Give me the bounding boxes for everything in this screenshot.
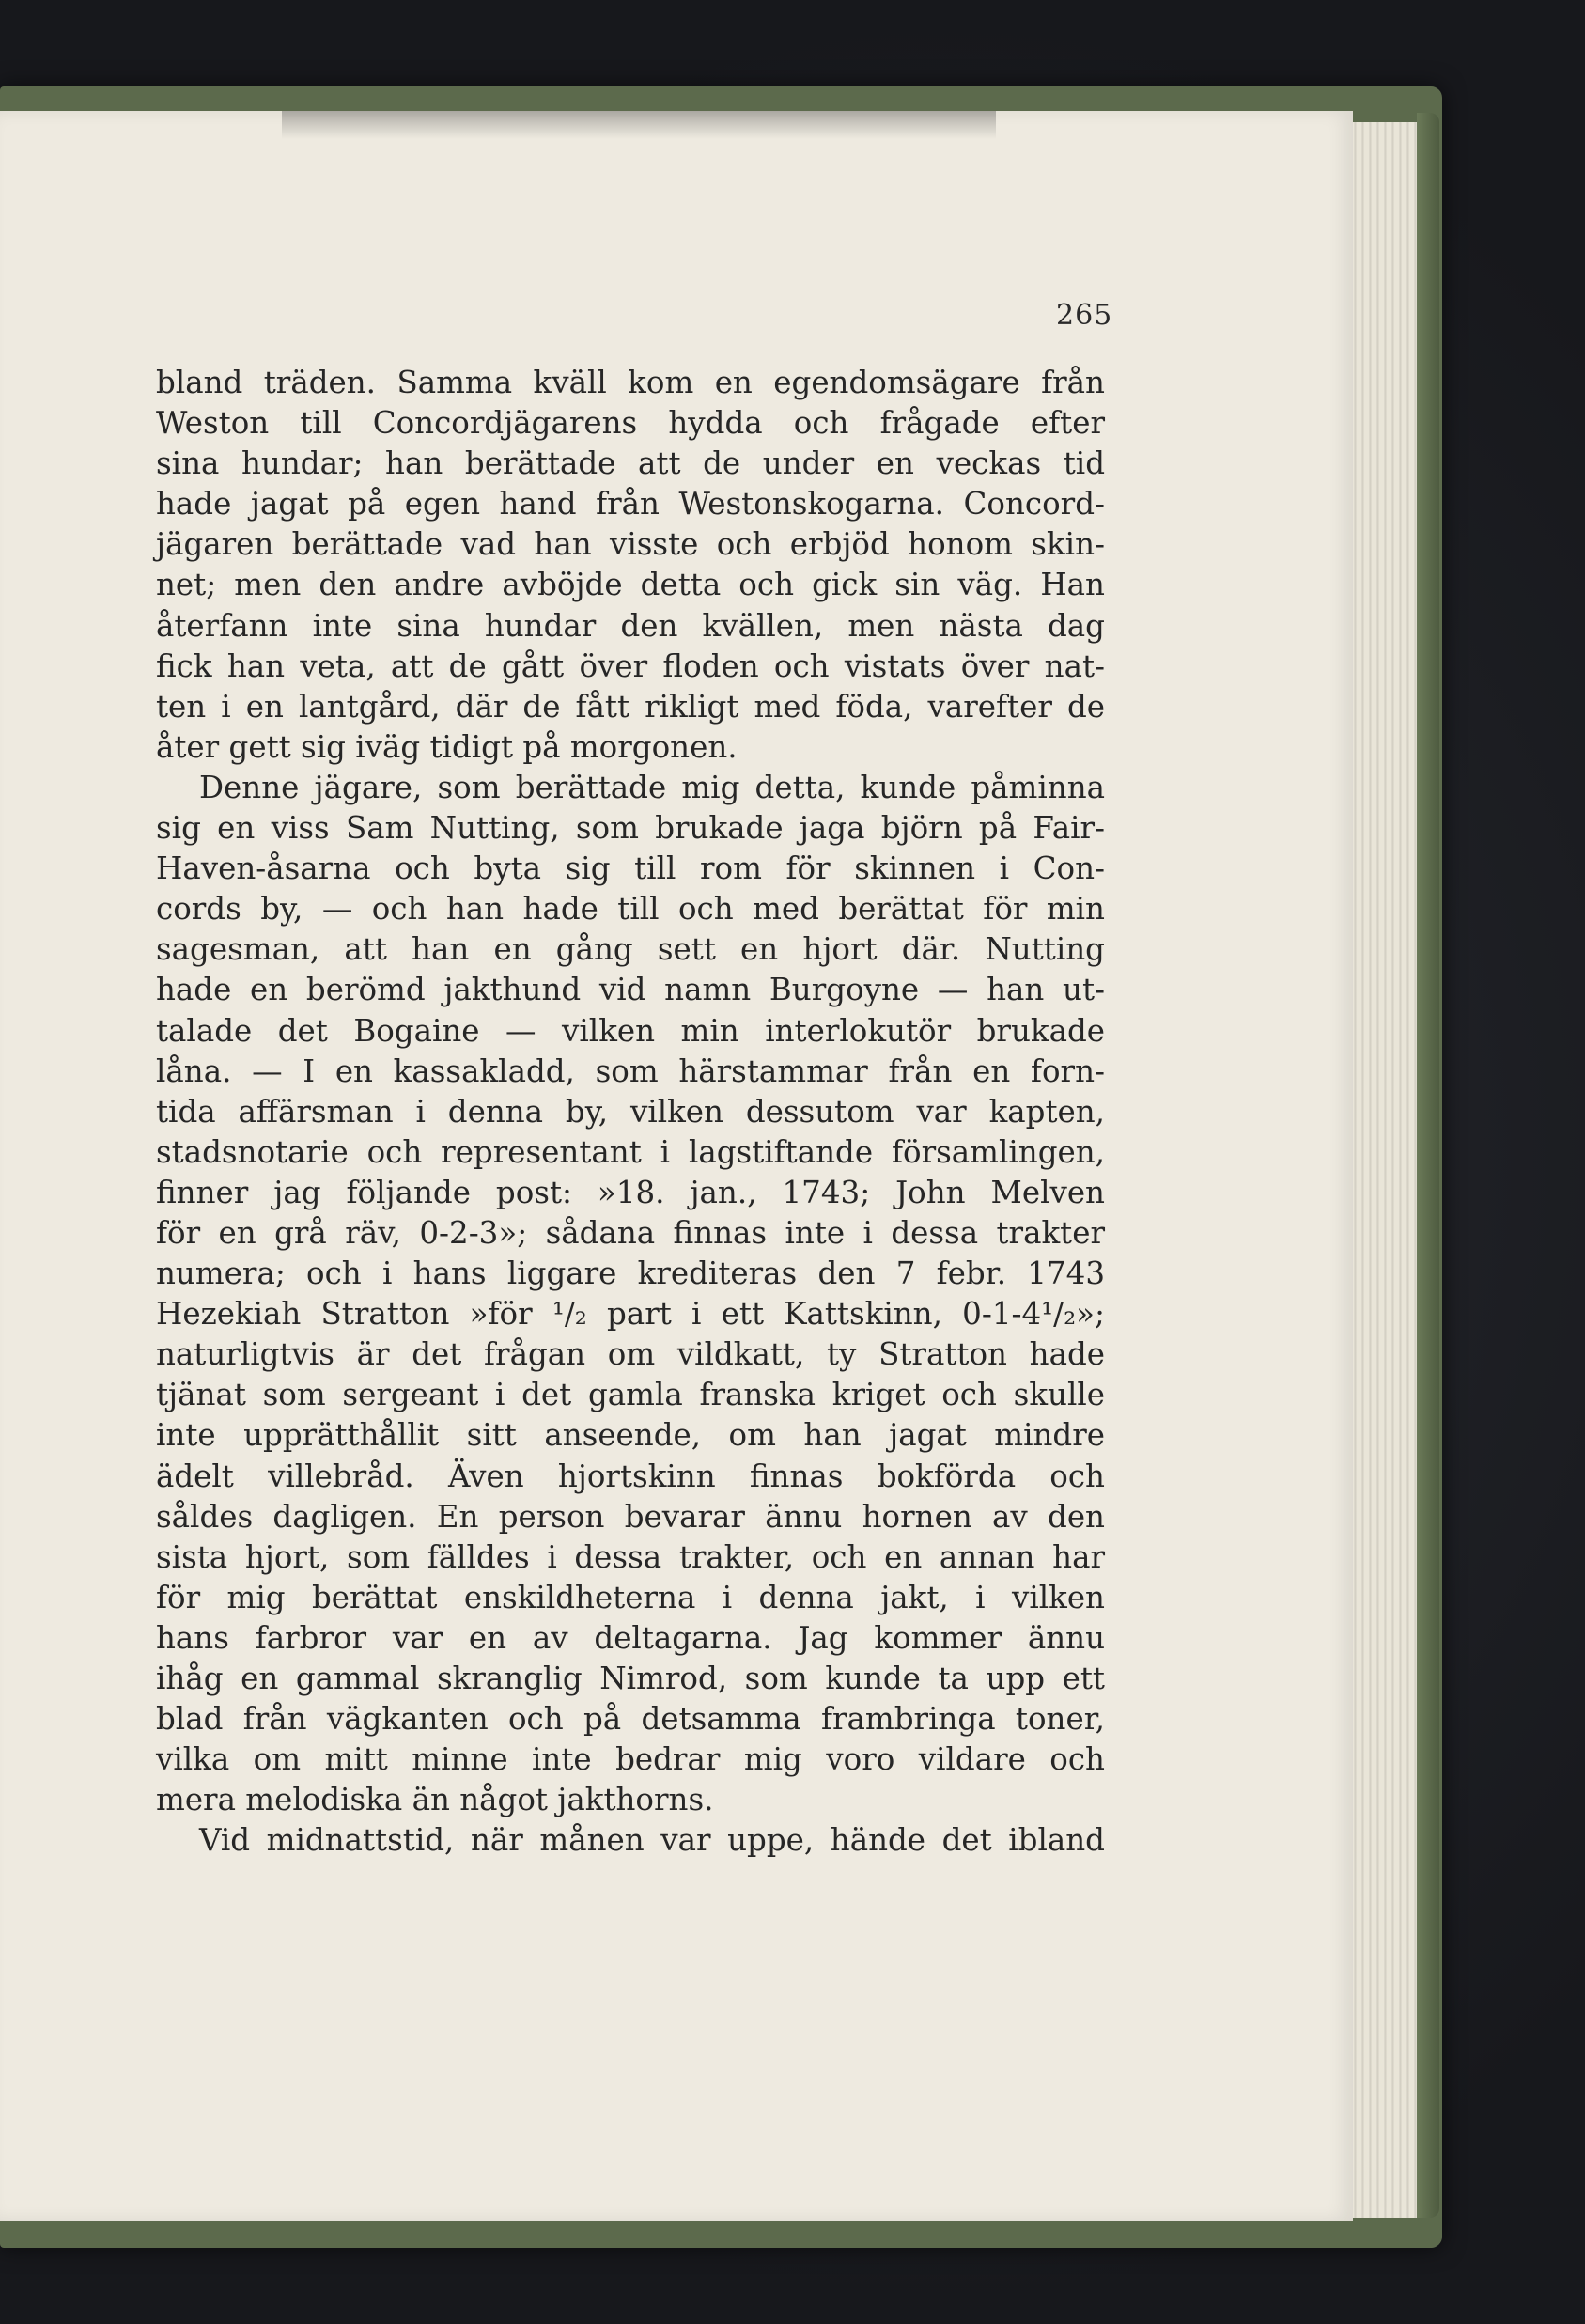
- text-line: sig en viss Sam Nutting, som brukade jaga björn på Fair-: [156, 810, 1105, 847]
- text-line: sista hjort, som fälldes i dessa trakter, och en annan har: [156, 1538, 1105, 1575]
- text-line: inte upprätthållit sitt anseende, om han jagat mindre: [156, 1417, 1105, 1454]
- text-line: hade jagat på egen hand från Westonskogarna. Concord-: [156, 486, 1105, 523]
- text-line: ädelt villebråd. Även hjortskinn finnas bokförda och: [156, 1458, 1105, 1494]
- text-line: vilka om mitt minne inte bedrar mig voro vildare och: [156, 1741, 1105, 1778]
- text-line: jägaren berättade vad han visste och erbjöd honom skin-: [156, 526, 1105, 563]
- text-line: hans farbror var en av deltagarna. Jag kommer ännu: [156, 1619, 1105, 1656]
- text-line: mera melodiska än något jakthorns.: [156, 1782, 714, 1818]
- text-line: cords by, — och han hade till och med berättat för min: [156, 891, 1105, 928]
- text-line: finner jag följande post: »18. jan., 1743; John Melven: [156, 1174, 1105, 1210]
- text-line: låna. — I en kassakladd, som härstammar från en forn-: [156, 1053, 1105, 1089]
- text-line: Hezekiah Stratton »för ¹/₂ part i ett Kattskinn, 0-1-4¹/₂»;: [156, 1296, 1105, 1333]
- text-line: återfann inte sina hundar den kvällen, men nästa dag: [156, 607, 1105, 644]
- text-line: blad från vägkanten och på detsamma frambringa toner,: [156, 1701, 1105, 1738]
- text-line: ihåg en gammal skranglig Nimrod, som kunde ta upp ett: [156, 1661, 1105, 1696]
- page-top-shadow: [282, 111, 996, 139]
- text-line: Vid midnattstid, när månen var uppe, hände det ibland: [199, 1822, 1105, 1859]
- text-line: Denne jägare, som berättade mig detta, kunde påminna: [199, 769, 1105, 805]
- text-line: numera; och i hans liggare krediteras den 7 febr. 1743: [156, 1256, 1105, 1292]
- text-line: såldes dagligen. En person bevarar ännu hornen av den: [156, 1498, 1105, 1535]
- text-line: tida affärsman i denna by, vilken dessutom var kapten,: [156, 1093, 1105, 1130]
- text-line: för en grå räv, 0-2-3»; sådana finnas inte i dessa trakter: [156, 1214, 1105, 1251]
- text-line: åter gett sig iväg tidigt på morgonen.: [156, 728, 738, 765]
- text-line: net; men den andre avböjde detta och gick sin väg. Han: [156, 567, 1105, 603]
- text-line: för mig berättat enskildheterna i denna jakt, i vilken: [156, 1579, 1105, 1615]
- text-line: sagesman, att han en gång sett en hjort där. Nutting: [156, 931, 1105, 968]
- text-line: hade en berömd jakthund vid namn Burgoyne — han ut-: [156, 972, 1105, 1008]
- text-line: bland träden. Samma kväll kom en egendomsägare från: [156, 365, 1105, 400]
- text-line: talade det Bogaine — vilken min interlokutör brukade: [156, 1012, 1105, 1049]
- text-line: tjänat som sergeant i det gamla franska kriget och skulle: [156, 1377, 1105, 1413]
- body-text: [156, 363, 1105, 1861]
- text-line: Weston till Concordjägarens hydda och frågade efter: [156, 405, 1105, 442]
- page-number: 265: [1056, 299, 1113, 332]
- text-line: naturligtvis är det frågan om vildkatt, ty Stratton hade: [156, 1336, 1105, 1373]
- text-line: ten i en lantgård, där de fått rikligt med föda, varefter de: [156, 688, 1105, 725]
- text-line: fick han veta, att de gått över floden och vistats över nat-: [156, 647, 1105, 684]
- text-line: stadsnotarie och representant i lagstiftande församlingen,: [156, 1133, 1105, 1170]
- text-line: sina hundar; han berättade att de under en veckas tid: [156, 445, 1105, 482]
- text-line: Haven-åsarna och byta sig till rom för skinnen i Con-: [156, 850, 1105, 887]
- book-cover-edge: [1417, 113, 1439, 2218]
